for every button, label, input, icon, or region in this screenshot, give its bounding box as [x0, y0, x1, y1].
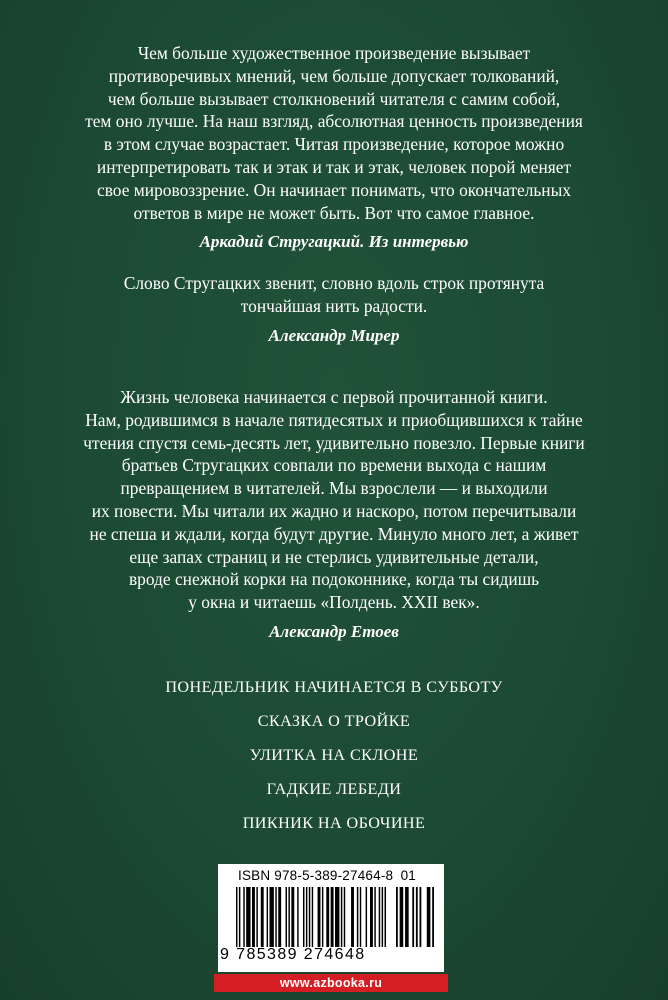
barcode-bar: [370, 887, 373, 947]
quote-arkady-strugatsky: [60, 42, 608, 253]
quote-line: вроде снежной корки на подоконнике, когда ты сидишь: [128, 569, 540, 590]
book-title: ГАДКИЕ ЛЕБЕДИ: [266, 780, 402, 798]
barcode-bar: [374, 887, 375, 947]
book-title: УЛИТКА НА СКЛОНЕ: [249, 746, 419, 764]
barcode-bar: [318, 887, 321, 947]
quote-author: Александр Етоев: [269, 621, 399, 641]
quote-author: Аркадий Стругацкий. Из интервью: [199, 232, 469, 252]
barcode-bar: [252, 887, 255, 947]
quote-line: тончайшая нить радости.: [240, 295, 428, 316]
barcode-bar: [420, 887, 422, 947]
quote-text: [60, 272, 608, 318]
quote-text: [60, 386, 608, 614]
barcode-bar: [246, 887, 250, 947]
barcode-bar: [291, 887, 294, 947]
barcode-bar: [243, 887, 244, 947]
publisher-url: www.azbooka.ru: [214, 974, 448, 992]
barcode-bar: [360, 887, 361, 947]
barcode-addon-bars: [396, 887, 434, 947]
quote-author: Александр Мирер: [268, 325, 400, 345]
barcode-bar: [396, 887, 398, 947]
barcode-bar: [275, 887, 276, 947]
barcode-digits: 9 785389 274648: [220, 946, 366, 963]
quote-line: Нам, родившимся в начале пятидесятых и приобщившихся к тайне: [85, 409, 583, 430]
isbn-label: ISBN 978-5-389-27464-8: [238, 868, 394, 883]
quote-line: тем оно лучше. На наш взгляд, абсолютная ценность произведения: [85, 111, 583, 132]
quote-line: не спеша и ждали, когда будут другие. Минуло много лет, а живет: [89, 523, 579, 544]
barcode-bar: [432, 887, 434, 947]
barcode-bar: [335, 887, 339, 947]
quote-line: в этом случае возрастает. Читая произведение, которое можно: [103, 134, 565, 155]
barcode-bar: [303, 887, 304, 947]
barcode-bar: [344, 887, 345, 947]
barcode-bar: [331, 887, 334, 947]
isbn-addon-label: 01: [400, 868, 416, 883]
quote-line: Жизнь человека начинается с первой прочитанной книги.: [120, 387, 548, 407]
barcode-bar: [366, 887, 367, 947]
book-title: ПОНЕДЕЛЬНИК НАЧИНАЕТСЯ В СУББОТУ: [165, 678, 503, 696]
barcode-bar: [256, 887, 257, 947]
barcode-bar: [261, 887, 264, 947]
barcode-bar: [416, 887, 418, 947]
barcode-bar: [412, 887, 414, 947]
barcode-bar: [326, 887, 329, 947]
barcode-bar: [427, 887, 431, 947]
barcode-bar: [309, 887, 310, 947]
quote-line: превращением в читателей. Мы взрослели — и выходили: [120, 478, 548, 499]
barcode-bar: [322, 887, 323, 947]
book-titles-list: [60, 674, 608, 844]
barcode-bar: [400, 887, 404, 947]
barcode-bar: [385, 887, 386, 947]
barcode-bars: [236, 887, 386, 947]
barcode-bar: [382, 887, 383, 947]
quote-text: [60, 42, 608, 224]
barcode-bar: [278, 887, 281, 947]
quote-line: ответов в мире не может быть. Вот что самое главное.: [133, 202, 535, 223]
barcode-bar: [341, 887, 342, 947]
quote-line: интерпретировать так и этак и так и этак, человек порой меняет: [96, 156, 572, 177]
barcode-bar: [239, 887, 240, 947]
barcode-bar: [351, 887, 354, 947]
quote-line: противоречивых мнений, чем больше допускает толкований,: [108, 65, 560, 86]
quote-alexander-mirer: [60, 272, 608, 347]
quote-line: братьев Стругацких совпали по времени выхода с нашим: [121, 455, 547, 476]
isbn-barcode: [218, 864, 444, 972]
book-title: ПИКНИК НА ОБОЧИНЕ: [242, 814, 426, 832]
barcode-bar: [306, 887, 307, 947]
book-title: СКАЗКА О ТРОЙКЕ: [257, 712, 411, 730]
quote-line: чем больше вызывает столкновений читателя с самим собой,: [107, 88, 561, 109]
quote-line: чтения спустя семь-десять лет, удивительно повезло. Первые книги: [83, 432, 585, 453]
barcode-bar: [270, 887, 274, 947]
barcode-bar: [288, 887, 289, 947]
isbn-row: [238, 868, 436, 884]
quote-line: Чем больше художественное произведение вызывает: [137, 43, 531, 63]
barcode-bar: [236, 887, 237, 947]
barcode-bar: [297, 887, 298, 947]
quote-line: еще запах страниц и не стерлись удивительные детали,: [129, 546, 539, 567]
barcode-bar: [267, 887, 268, 947]
quote-line: их повести. Мы читали их жадно и наскоро, потом перечитывали: [91, 500, 577, 521]
quote-line: Слово Стругацких звенит, словно вдоль строк протянута: [123, 273, 545, 293]
quote-alexander-etoev: [60, 386, 608, 643]
barcode-bar: [312, 887, 313, 947]
barcode-bar: [357, 887, 358, 947]
barcode-bar: [405, 887, 409, 947]
barcode-bar: [379, 887, 380, 947]
barcode-bar: [286, 887, 287, 947]
quote-line: свое мировоззрение. Он начинает понимать, что окончательных: [96, 179, 571, 200]
quote-line: у окна и читаешь «Полдень. XXII век».: [188, 592, 480, 613]
